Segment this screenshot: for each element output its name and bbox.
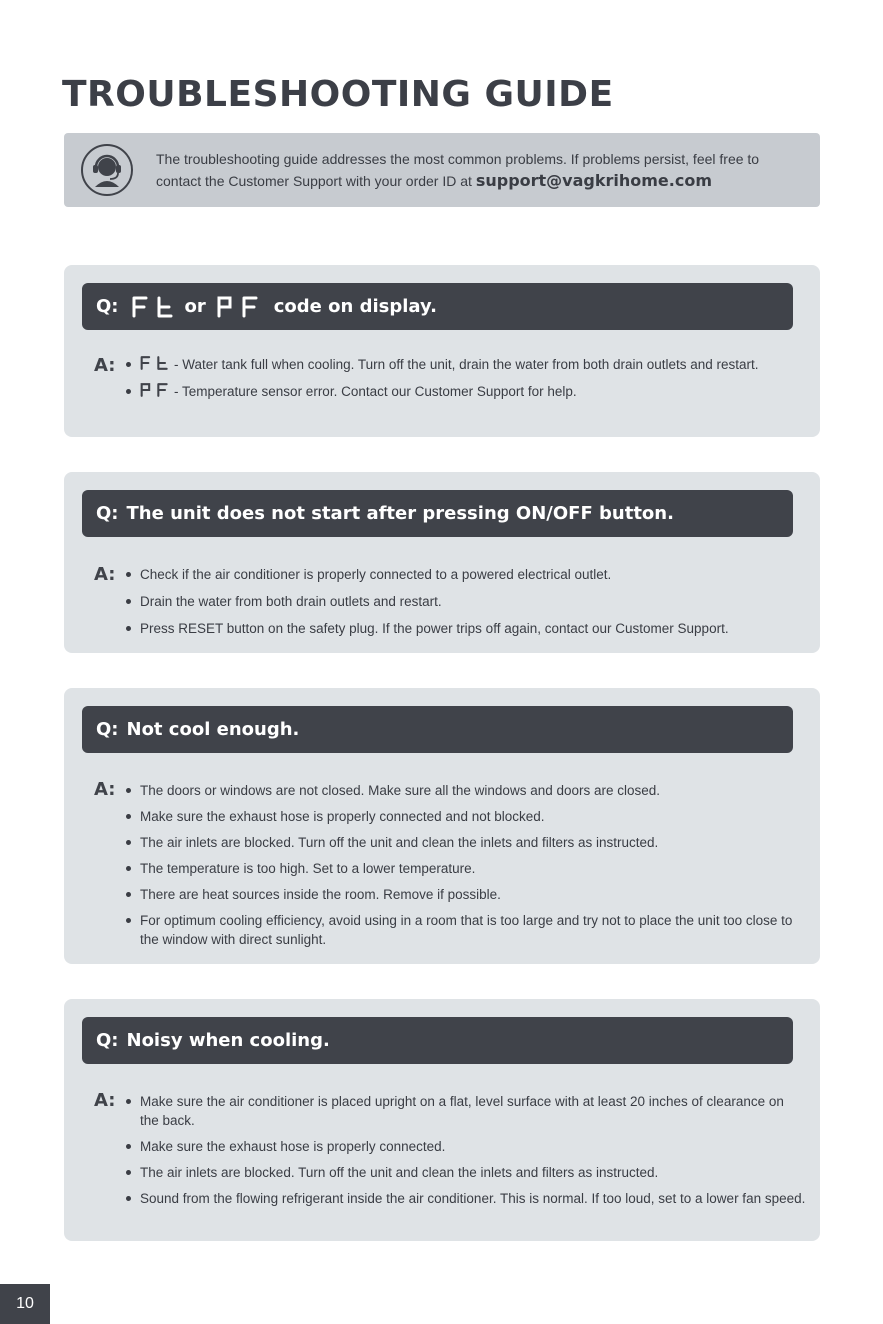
a-label: A: (94, 779, 116, 800)
question-bar (82, 706, 793, 753)
answer-text: - Temperature sensor error. Contact our Customer Support for help. (174, 384, 577, 399)
ft-code-icon (140, 355, 170, 371)
answer-item: The air inlets are blocked. Turn off the unit and clean the inlets and filters as instructed. (126, 1163, 806, 1182)
a-label: A: (94, 1090, 116, 1111)
a-label: A: (94, 564, 116, 585)
answer-list (126, 355, 806, 401)
answer-list (126, 1092, 806, 1208)
question-text: Not cool enough. (126, 719, 300, 740)
answer-item: The temperature is too high. Set to a lower temperature. (126, 859, 806, 878)
faq-card-noisy (64, 999, 820, 1241)
question-bar (82, 490, 793, 537)
intro-message: The troubleshooting guide addresses the most common problems. If problems persist, feel free to contact the Customer Support with your order ID at (156, 151, 760, 189)
question-or: or (184, 296, 206, 317)
answer-item: Check if the air conditioner is properly connected to a powered electrical outlet. (126, 565, 806, 584)
faq-card-error-codes (64, 265, 820, 437)
question-text: The unit does not start after pressing ON/OFF button. (126, 503, 674, 524)
faq-card-unit-not-start (64, 472, 820, 653)
pf-code-icon (216, 294, 260, 320)
answer-item: Press RESET button on the safety plug. If the power trips off again, contact our Customer Support. (126, 619, 806, 638)
pf-code-icon (140, 382, 170, 398)
q-label: Q: (96, 1030, 119, 1051)
answer-item: Make sure the exhaust hose is properly connected. (126, 1137, 806, 1156)
faq-card-not-cool (64, 688, 820, 964)
answer-item: Make sure the exhaust hose is properly connected and not blocked. (126, 807, 806, 826)
intro-banner (64, 133, 820, 207)
question-bar (82, 1017, 793, 1064)
page-title: TROUBLESHOOTING GUIDE (62, 74, 614, 115)
answer-item (126, 355, 806, 374)
answer-text: - Water tank full when cooling. Turn off the unit, drain the water from both drain outlets and restart. (174, 357, 759, 372)
answer-list (126, 565, 806, 638)
support-email-link[interactable]: support@vagkrihome.com (475, 171, 713, 190)
answer-item: The air inlets are blocked. Turn off the unit and clean the inlets and filters as instructed. (126, 833, 806, 852)
answer-list (126, 781, 806, 949)
ft-code-icon (131, 294, 175, 320)
answer-item: Sound from the flowing refrigerant inside the air conditioner. This is normal. If too loud, set to a lower fan speed. (126, 1189, 806, 1208)
answer-item: Make sure the air conditioner is placed upright on a flat, level surface with at least 20 inches of clearance on the back. (126, 1092, 806, 1130)
answer-item: For optimum cooling efficiency, avoid using in a room that is too large and try not to place the unit too close to the window with direct sunlight. (126, 911, 806, 949)
question-bar (82, 283, 793, 330)
answer-item: Drain the water from both drain outlets and restart. (126, 592, 806, 611)
q-label: Q: (96, 296, 119, 317)
answer-item: The doors or windows are not closed. Make sure all the windows and doors are closed. (126, 781, 806, 800)
question-text: Noisy when cooling. (126, 1030, 330, 1051)
q-label: Q: (96, 503, 119, 524)
answer-item: There are heat sources inside the room. Remove if possible. (126, 885, 806, 904)
answer-item (126, 382, 806, 401)
page-number: 10 (0, 1284, 50, 1324)
question-text: code on display. (273, 296, 437, 317)
a-label: A: (94, 355, 116, 376)
intro-text (156, 148, 806, 192)
q-label: Q: (96, 719, 119, 740)
headset-support-icon (80, 143, 134, 197)
